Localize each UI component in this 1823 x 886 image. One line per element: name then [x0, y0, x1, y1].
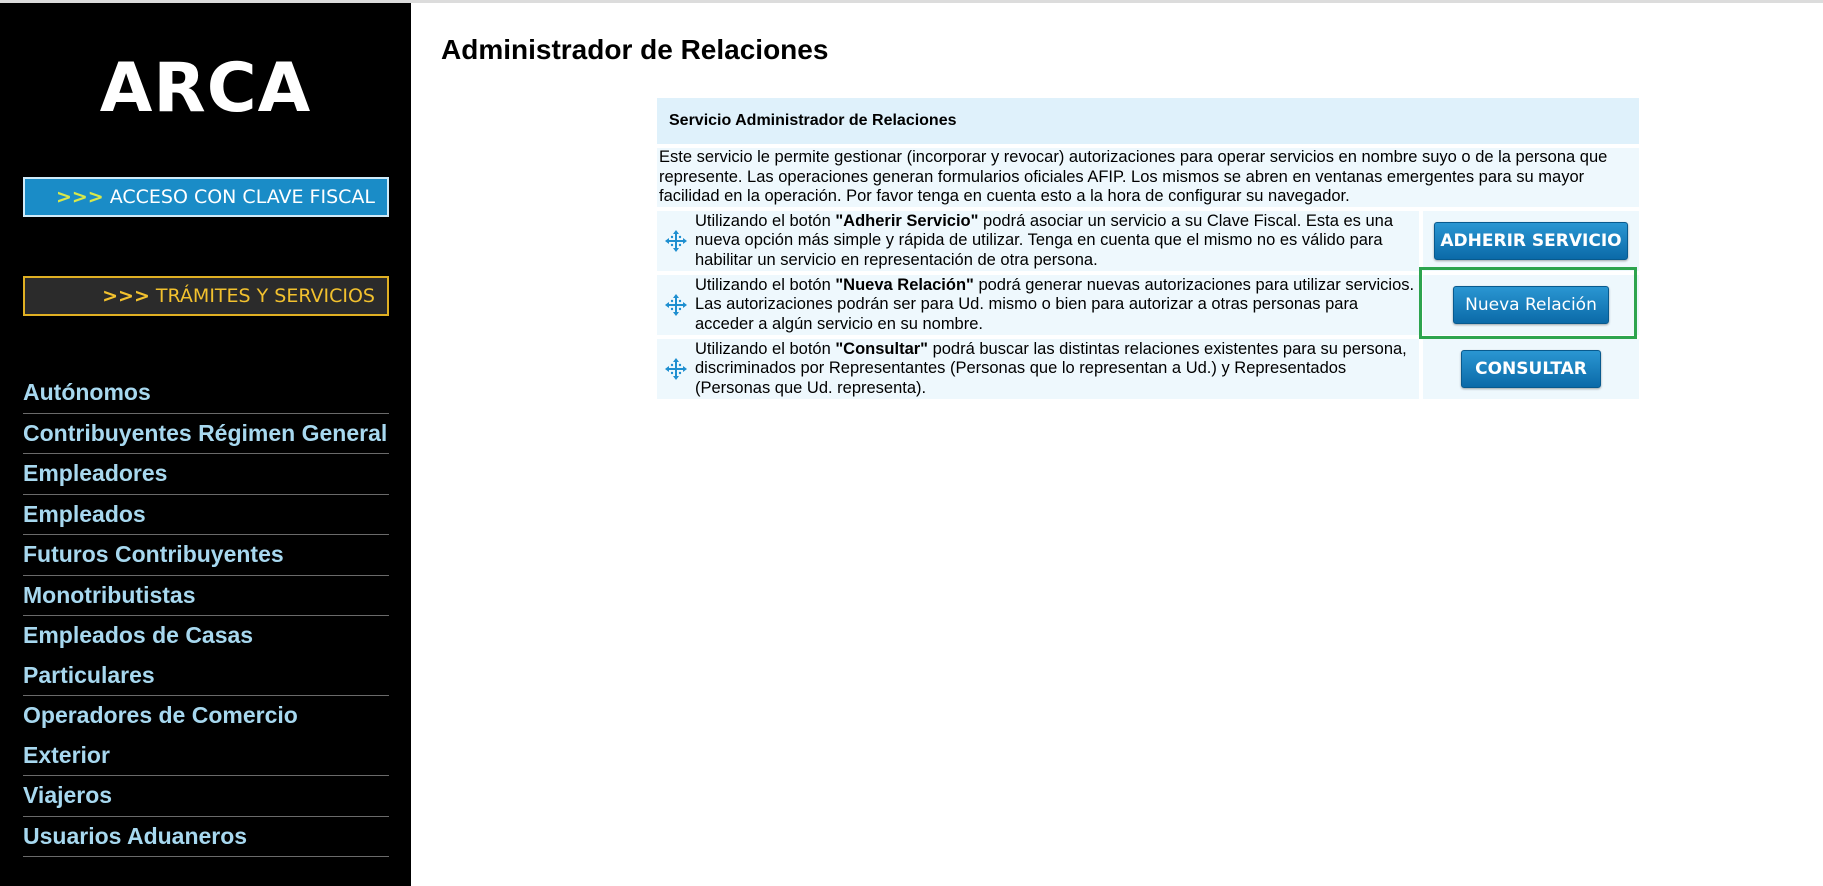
blue-cross-arrows-icon — [657, 339, 695, 399]
sidebar-item-empleados-casas-particulares[interactable]: Empleados de Casas Particulares — [23, 616, 389, 696]
row-description — [695, 212, 1417, 271]
row-button-cell — [1423, 211, 1639, 271]
triple-chevron-icon: >>> — [102, 285, 150, 307]
tramites-servicios-label: TRÁMITES Y SERVICIOS — [155, 285, 375, 307]
blue-cross-arrows-icon — [657, 275, 695, 335]
nueva-relacion-button[interactable]: Nueva Relación — [1453, 286, 1609, 324]
sidebar-item-empleados[interactable]: Empleados — [23, 495, 389, 536]
row-description-bold: "Adherir Servicio" — [835, 211, 979, 230]
acceso-clave-fiscal-label: ACCESO CON CLAVE FISCAL — [109, 186, 375, 208]
row-description — [695, 276, 1417, 335]
blue-cross-arrows-icon — [657, 211, 695, 271]
row-button-cell — [1423, 275, 1639, 335]
sidebar-item-operadores-comercio-exterior[interactable]: Operadores de Comercio Exterior — [23, 696, 389, 776]
row-description-prefix: Utilizando el botón — [695, 211, 836, 230]
row-description-bold: "Nueva Relación" — [835, 275, 974, 294]
row-description-bold: "Consultar" — [835, 339, 928, 358]
row-description-prefix: Utilizando el botón — [695, 339, 836, 358]
consultar-button[interactable]: CONSULTAR — [1461, 350, 1601, 388]
row-description-suffix: podrá generar nuevas autorizaciones para utilizar servicios. Las autorizaciones podrán ser para Ud. mismo o bien para autorizar a otras personas para acceder a algún servicio en su nombre. — [695, 275, 1415, 333]
service-row-consultar — [657, 339, 1639, 399]
sidebar-item-viajeros[interactable]: Viajeros — [23, 776, 389, 817]
service-row-adherir — [657, 211, 1639, 271]
row-text-cell — [657, 275, 1419, 335]
row-description — [695, 340, 1417, 399]
sidebar-item-empleadores[interactable]: Empleadores — [23, 454, 389, 495]
sidebar-menu — [23, 373, 389, 857]
sidebar-item-monotributistas[interactable]: Monotributistas — [23, 576, 389, 617]
row-button-cell — [1423, 339, 1639, 399]
page-title: Administrador de Relaciones — [441, 34, 829, 65]
sidebar-item-usuarios-aduaneros[interactable]: Usuarios Aduaneros — [23, 817, 389, 858]
row-text-cell — [657, 339, 1419, 399]
adherir-servicio-button[interactable]: ADHERIR SERVICIO — [1434, 222, 1628, 260]
row-description-prefix: Utilizando el botón — [695, 275, 836, 294]
sidebar-item-autonomos[interactable]: Autónomos — [23, 373, 389, 414]
panel-intro-text: Este servicio le permite gestionar (incorporar y revocar) autorizaciones para operar servicios en nombre suyo o de la persona que represente. Las operaciones generan formularios oficiales AFIP. Los mismos se abren en ventanas emergentes para su mayor facilidad en la operación. Por favor tenga en cuenta esto a la hora de configurar su navegador. — [657, 148, 1639, 207]
panel-header: Servicio Administrador de Relaciones — [657, 98, 1639, 144]
arca-logo[interactable]: ARCA — [99, 49, 312, 128]
sidebar-item-futuros-contribuyentes[interactable]: Futuros Contribuyentes — [23, 535, 389, 576]
sidebar-item-contribuyentes-regimen-general[interactable]: Contribuyentes Régimen General — [23, 414, 389, 455]
triple-chevron-icon: >>> — [55, 186, 104, 208]
tramites-servicios-button[interactable] — [23, 276, 389, 316]
row-description-suffix: podrá buscar las distintas relaciones existentes para su persona, discriminados por Representantes (Personas que lo representan a Ud.) y Representados (Personas que Ud. representa). — [695, 339, 1407, 397]
acceso-clave-fiscal-button[interactable] — [23, 177, 389, 217]
sidebar — [0, 3, 411, 886]
row-description-suffix: podrá asociar un servicio a su Clave Fiscal. Esta es una nueva opción más simple y rápida de utilizar. Tenga en cuenta que el mismo no es válido para habilitar un servicio en representación de otra persona. — [695, 211, 1393, 269]
row-text-cell — [657, 211, 1419, 271]
service-row-nueva-relacion — [657, 275, 1639, 335]
service-panel — [657, 98, 1639, 399]
